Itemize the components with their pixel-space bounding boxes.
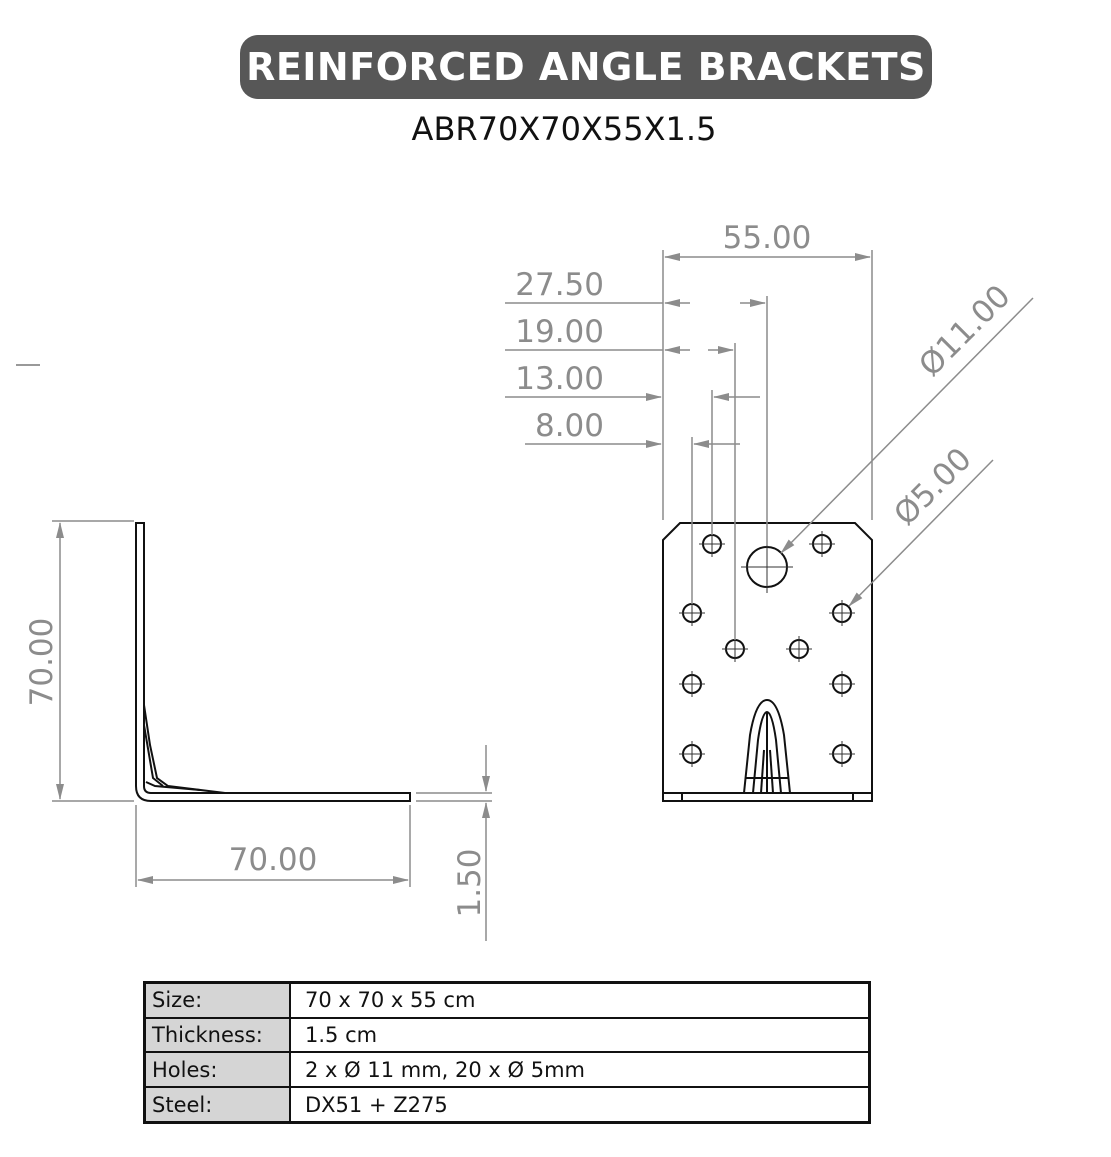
spec-value: DX51 + Z275 [290, 1087, 870, 1122]
dim-offset-27-50: 27.50 [515, 267, 604, 303]
dim-front-width: 55.00 [722, 220, 812, 256]
dim-side-height: 70.00 [24, 617, 60, 707]
dim-small-hole-diameter: Ø5.00 [887, 441, 979, 533]
title-text: REINFORCED ANGLE BRACKETS [246, 45, 926, 89]
table-row [145, 1018, 870, 1053]
side-view [136, 523, 410, 801]
spec-value: 70 x 70 x 55 cm [290, 983, 870, 1018]
table-row [145, 983, 870, 1018]
spec-label: Holes: [145, 1052, 291, 1087]
spec-label: Size: [145, 983, 291, 1018]
spec-label: Steel: [145, 1087, 291, 1122]
spec-value: 2 x Ø 11 mm, 20 x Ø 5mm [290, 1052, 870, 1087]
spec-label: Thickness: [145, 1018, 291, 1053]
dim-side-width: 70.00 [228, 842, 318, 878]
table-row [145, 1052, 870, 1087]
spec-value: 1.5 cm [290, 1018, 870, 1053]
dim-large-hole-diameter: Ø11.00 [912, 278, 1018, 384]
model-code: ABR70X70X55X1.5 [411, 110, 717, 148]
side-view-dimensions [52, 521, 492, 941]
dim-thickness: 1.50 [452, 848, 488, 918]
table-row [145, 1087, 870, 1122]
dim-offset-13-00: 13.00 [515, 361, 604, 397]
dim-offset-8-00: 8.00 [534, 408, 604, 444]
dim-offset-19-00: 19.00 [515, 314, 604, 350]
specs-table [143, 981, 871, 1124]
